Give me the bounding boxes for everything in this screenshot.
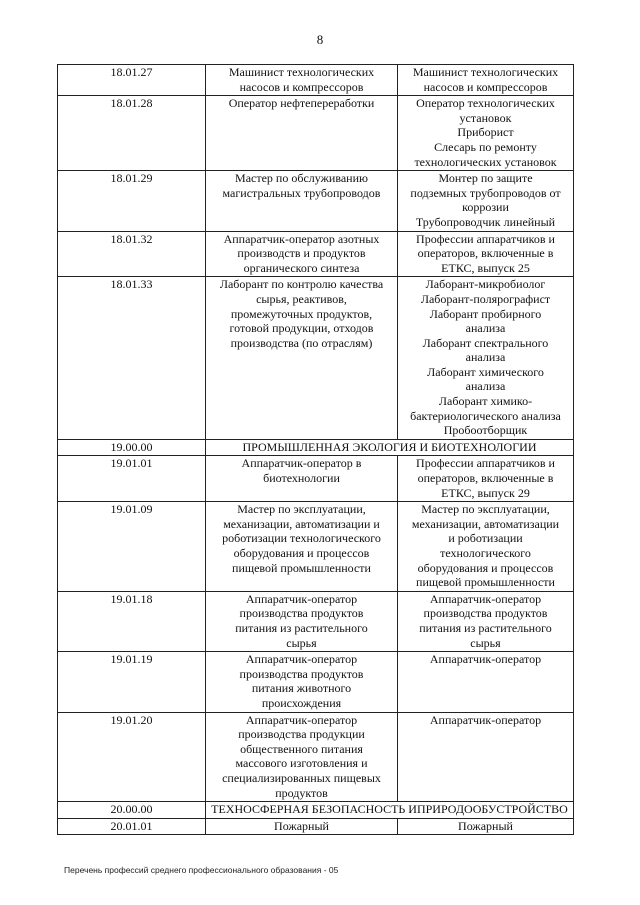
table-row xyxy=(58,818,574,835)
profession-name-cell xyxy=(206,712,398,802)
cell-line: Лаборант химико- xyxy=(438,394,533,409)
code-cell: 18.01.29 xyxy=(58,171,206,231)
profession-name-cell xyxy=(206,502,398,592)
related-professions-cell xyxy=(398,502,574,592)
cell-line: анализа xyxy=(465,350,506,365)
professions-table xyxy=(57,64,574,835)
cell-line: Пожарный xyxy=(274,818,329,833)
cell-line: Аппаратчик-оператор xyxy=(429,652,542,667)
cell-line: технологических установок xyxy=(414,154,557,169)
cell-line: анализа xyxy=(465,379,506,394)
code-cell: 18.01.33 xyxy=(58,277,206,440)
cell-line: Пробоотборщик xyxy=(443,423,528,438)
related-professions-cell xyxy=(398,591,574,651)
code-cell: 18.01.32 xyxy=(58,231,206,277)
section-title-cell xyxy=(206,439,574,456)
cell-line: Лаборант-полярографист xyxy=(420,291,551,306)
code-cell: 18.01.27 xyxy=(58,65,206,96)
cell-line: роботизации технологического xyxy=(222,531,381,546)
cell-line: насосов и компрессоров xyxy=(239,79,364,94)
cell-line: питания из растительного xyxy=(235,620,368,635)
cell-line: Трубопроводчик линейный xyxy=(415,214,556,229)
cell-line: Лаборант спектрального xyxy=(422,335,549,350)
profession-name-cell xyxy=(206,96,398,171)
cell-line: Профессии аппаратчиков и xyxy=(416,231,555,246)
cell-line: происхождения xyxy=(261,695,342,710)
cell-line: и роботизации xyxy=(448,531,523,546)
cell-line: операторов, включенные в xyxy=(417,471,554,486)
related-professions-cell xyxy=(398,65,574,96)
cell-line: Аппаратчик-оператор азотных xyxy=(223,231,380,246)
profession-name-cell xyxy=(206,277,398,440)
cell-line: производства (по отраслям) xyxy=(230,335,373,350)
cell-line: насосов и компрессоров xyxy=(423,79,548,94)
cell-line: технологического xyxy=(440,546,531,560)
cell-line: Мастер по эксплуатации, xyxy=(421,502,550,517)
cell-line: общественного питания xyxy=(240,741,363,756)
code-cell: 19.01.19 xyxy=(58,652,206,712)
cell-line: Аппаратчик-оператор xyxy=(429,712,542,727)
cell-line: сырья xyxy=(470,635,501,650)
cell-line: оборудования и процессов xyxy=(417,560,554,575)
cell-line: Аппаратчик-оператор xyxy=(245,591,358,606)
cell-line: оборудования и процессов xyxy=(233,546,370,560)
code-cell: 19.01.01 xyxy=(58,456,206,502)
table-row xyxy=(58,502,574,592)
section-title-cell xyxy=(206,802,574,819)
cell-line: Профессии аппаратчиков и xyxy=(416,456,555,471)
cell-line: Лаборант химического xyxy=(427,364,544,379)
cell-line: продуктов xyxy=(275,785,328,800)
code-cell: 19.01.18 xyxy=(58,591,206,651)
cell-line: Лаборант пробирного xyxy=(429,306,542,321)
cell-line: пищевой промышленности xyxy=(416,575,555,590)
code-cell: 19.00.00 xyxy=(58,439,206,456)
code-cell: 20.01.01 xyxy=(58,818,206,835)
table-row xyxy=(58,231,574,277)
cell-line: Аппаратчик-оператор xyxy=(429,591,542,606)
cell-line: ПРИРОДООБУСТРОЙСТВО xyxy=(416,802,568,817)
cell-line: подземных трубопроводов от xyxy=(410,185,561,200)
cell-line: готовой продукции, отходов xyxy=(229,321,374,336)
table-row xyxy=(58,456,574,502)
profession-name-cell xyxy=(206,652,398,712)
table-row xyxy=(58,591,574,651)
cell-line: производства продуктов xyxy=(239,606,364,621)
table-row xyxy=(58,96,574,171)
code-cell: 20.00.00 xyxy=(58,802,206,819)
section-row xyxy=(58,439,574,456)
cell-line: органического синтеза xyxy=(243,260,360,275)
cell-line: производств и продуктов xyxy=(237,246,366,261)
cell-line: Оператор технологических xyxy=(416,96,555,111)
related-professions-cell xyxy=(398,456,574,502)
profession-name-cell xyxy=(206,591,398,651)
cell-line: анализа xyxy=(465,321,506,336)
cell-line: Слесарь по ремонту xyxy=(434,139,537,154)
code-cell: 19.01.09 xyxy=(58,502,206,592)
table-row xyxy=(58,712,574,802)
profession-name-cell xyxy=(206,65,398,96)
cell-line: Мастер по эксплуатации, xyxy=(237,502,366,517)
table-row xyxy=(58,652,574,712)
cell-line: ЕТКС, выпуск 25 xyxy=(441,260,530,275)
cell-line: ПРОМЫШЛЕННАЯ ЭКОЛОГИЯ И БИОТЕХНОЛОГИИ xyxy=(242,439,537,454)
profession-name-cell xyxy=(206,171,398,231)
cell-line: массового изготовления и xyxy=(235,756,368,771)
related-professions-cell xyxy=(398,96,574,171)
professions-table-body xyxy=(58,65,574,835)
cell-line: Машинист технологических xyxy=(412,65,559,79)
related-professions-cell xyxy=(398,652,574,712)
cell-line: Аппаратчик-оператор xyxy=(245,652,358,667)
cell-line: питания из растительного xyxy=(419,620,552,635)
table-row xyxy=(58,65,574,96)
cell-line: производства продуктов xyxy=(239,666,364,681)
cell-line: Пожарный xyxy=(458,818,513,833)
cell-line: механизации, автоматизации и xyxy=(223,516,380,531)
cell-line: Приборист xyxy=(457,125,514,140)
cell-line: операторов, включенные в xyxy=(417,246,554,261)
cell-line: Лаборант по контролю качества xyxy=(219,277,384,292)
cell-line: производства продукции xyxy=(238,727,365,742)
cell-line: установок xyxy=(459,110,512,125)
profession-name-cell xyxy=(206,818,398,835)
cell-line: бактериологического анализа xyxy=(410,408,561,423)
related-professions-cell xyxy=(398,712,574,802)
cell-line: Лаборант-микробиолог xyxy=(425,277,546,292)
related-professions-cell xyxy=(398,231,574,277)
related-professions-cell xyxy=(398,818,574,835)
page-number: 8 xyxy=(316,32,324,47)
cell-line: Машинист технологических xyxy=(228,65,375,79)
cell-line: Аппаратчик-оператор xyxy=(245,712,358,727)
cell-line: пищевой промышленности xyxy=(232,560,371,575)
cell-line: магистральных трубопроводов xyxy=(222,185,381,200)
cell-line: питания животного xyxy=(251,681,352,696)
cell-line: ЕТКС, выпуск 29 xyxy=(441,485,530,500)
cell-line: биотехнологии xyxy=(263,471,340,486)
cell-line: сырья, реактивов, xyxy=(256,291,347,306)
section-row xyxy=(58,802,574,819)
cell-line: ТЕХНОСФЕРНАЯ БЕЗОПАСНОСТЬ И xyxy=(211,802,417,817)
cell-line: производства продуктов xyxy=(423,606,548,621)
cell-line: коррозии xyxy=(462,200,509,215)
table-row xyxy=(58,277,574,440)
code-cell: 18.01.28 xyxy=(58,96,206,171)
profession-name-cell xyxy=(206,456,398,502)
cell-line: сырья xyxy=(286,635,317,650)
cell-line: специализированных пищевых xyxy=(222,770,381,785)
page-footer: Перечень профессий среднего профессионального образования - 05 xyxy=(64,865,339,875)
table-row xyxy=(58,171,574,231)
cell-line: промежуточных продуктов, xyxy=(230,306,373,321)
related-professions-cell xyxy=(398,171,574,231)
profession-name-cell xyxy=(206,231,398,277)
code-cell: 19.01.20 xyxy=(58,712,206,802)
cell-line: Монтер по защите xyxy=(438,171,533,186)
related-professions-cell xyxy=(398,277,574,440)
cell-line: Аппаратчик-оператор в xyxy=(241,456,362,471)
cell-line: Мастер по обслуживанию xyxy=(235,171,368,186)
cell-line: механизации, автоматизации xyxy=(411,516,560,531)
cell-line: Оператор нефтепереработки xyxy=(228,96,375,111)
